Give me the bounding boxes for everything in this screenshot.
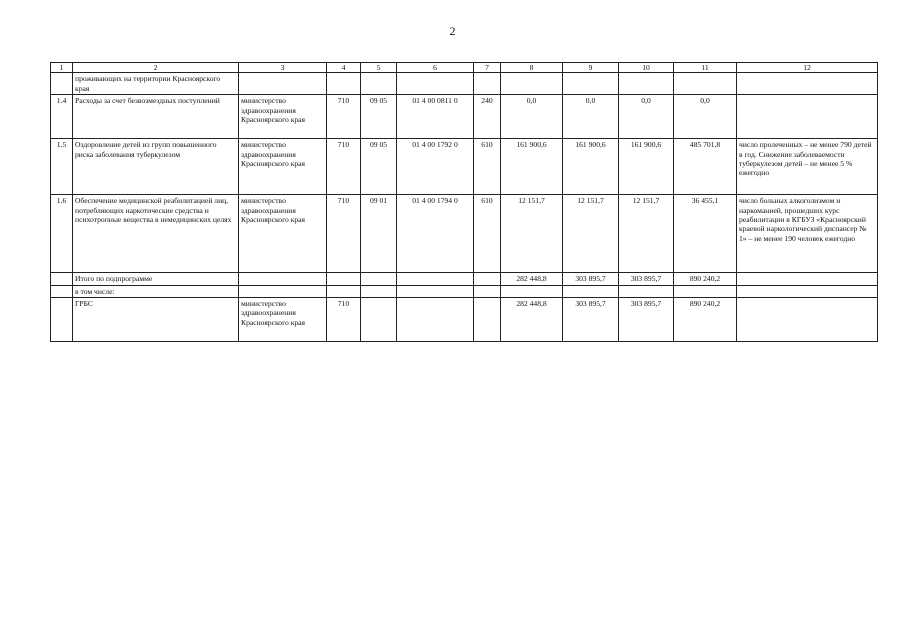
row-number: 1.6 (51, 195, 73, 273)
grbs-amount-cell: 303 895,7 (563, 298, 619, 342)
amount-cell: 12 151,7 (619, 195, 674, 273)
expense-type-cell: 240 (474, 95, 501, 139)
grbs-amount-cell: 282 448,8 (501, 298, 563, 342)
empty-cell (51, 298, 73, 342)
empty-cell (361, 298, 397, 342)
amount-cell: 161 900,6 (619, 139, 674, 195)
code-cell: 710 (327, 95, 361, 139)
section-cell: 09 05 (361, 139, 397, 195)
measure-name: Расходы за счет безвозмездных поступлений (73, 95, 239, 139)
empty-cell (361, 273, 397, 285)
empty-cell (239, 273, 327, 285)
grbs-cell: министерство здравоохранения Красноярского края (239, 298, 327, 342)
section-cell: 09 01 (361, 195, 397, 273)
amount-cell: 12 151,7 (501, 195, 563, 273)
total-amount-cell: 890 240,2 (674, 273, 737, 285)
target-code-cell (397, 73, 474, 95)
amount-total-cell (674, 73, 737, 95)
empty-cell (361, 285, 397, 297)
amount-total-cell: 36 455,1 (674, 195, 737, 273)
target-code-cell: 01 4 00 0811 0 (397, 95, 474, 139)
grbs-row (51, 298, 878, 342)
empty-cell (51, 273, 73, 285)
row-number (51, 73, 73, 95)
expected-result-cell (737, 95, 878, 139)
section-cell (361, 73, 397, 95)
expense-type-cell: 610 (474, 195, 501, 273)
column-number-row (51, 63, 878, 73)
row-number: 1.4 (51, 95, 73, 139)
amount-cell (619, 73, 674, 95)
empty-cell (737, 298, 878, 342)
amount-cell (501, 73, 563, 95)
including-row (51, 285, 878, 297)
measure-name: Обеспечение медицинской реабилитацией лиц, потребляющих наркотические средства и психотропные вещества в немедицинских целях (73, 195, 239, 273)
column-header: 8 (501, 63, 563, 73)
column-header: 3 (239, 63, 327, 73)
amount-total-cell: 0,0 (674, 95, 737, 139)
grbs-cell: министерство здравоохранения Красноярского края (239, 95, 327, 139)
table-row (51, 139, 878, 195)
table-row (51, 95, 878, 139)
column-header: 6 (397, 63, 474, 73)
code-cell: 710 (327, 298, 361, 342)
empty-cell (501, 285, 563, 297)
amount-cell: 0,0 (501, 95, 563, 139)
amount-cell (563, 73, 619, 95)
grbs-cell (239, 73, 327, 95)
empty-cell (327, 273, 361, 285)
amount-cell: 161 900,6 (501, 139, 563, 195)
code-cell (327, 73, 361, 95)
column-header: 10 (619, 63, 674, 73)
column-header: 11 (674, 63, 737, 73)
grbs-label: ГРБС (73, 298, 239, 342)
code-cell: 710 (327, 139, 361, 195)
amount-total-cell: 485 701,8 (674, 139, 737, 195)
empty-cell (474, 298, 501, 342)
amount-cell: 0,0 (619, 95, 674, 139)
amount-cell: 0,0 (563, 95, 619, 139)
total-amount-cell: 303 895,7 (563, 273, 619, 285)
empty-cell (51, 285, 73, 297)
table-row (51, 195, 878, 273)
subprogram-table (50, 62, 878, 342)
target-code-cell: 01 4 00 1792 0 (397, 139, 474, 195)
expense-type-cell (474, 73, 501, 95)
empty-cell (327, 285, 361, 297)
empty-cell (474, 285, 501, 297)
empty-cell (397, 285, 474, 297)
empty-cell (239, 285, 327, 297)
grbs-amount-cell: 890 240,2 (674, 298, 737, 342)
section-cell: 09 05 (361, 95, 397, 139)
column-header: 5 (361, 63, 397, 73)
empty-cell (737, 273, 878, 285)
expected-result-cell: число больных алкоголизмом и наркоманией, прошедших курс реабилитации в КГБУЗ «Красноярский краевой наркологический диспансер № 1» – не менее 190 человек ежегодно (737, 195, 878, 273)
empty-cell (737, 285, 878, 297)
amount-cell: 12 151,7 (563, 195, 619, 273)
column-header: 2 (73, 63, 239, 73)
column-header: 9 (563, 63, 619, 73)
column-header: 12 (737, 63, 878, 73)
row-number: 1.5 (51, 139, 73, 195)
empty-cell (619, 285, 674, 297)
grbs-cell: министерство здравоохранения Красноярского края (239, 139, 327, 195)
column-header: 1 (51, 63, 73, 73)
column-header: 7 (474, 63, 501, 73)
including-label: в том числе: (73, 285, 239, 297)
measure-name: проживающих на территории Красноярского края (73, 73, 239, 95)
empty-cell (674, 285, 737, 297)
expected-result-cell: число пролеченных – не менее 790 детей в год. Снижение заболеваемости туберкулезом детей – не менее 5 % ежегодно (737, 139, 878, 195)
expense-type-cell: 610 (474, 139, 501, 195)
amount-cell: 161 900,6 (563, 139, 619, 195)
total-label: Итого по подпрограмме (73, 273, 239, 285)
total-amount-cell: 303 895,7 (619, 273, 674, 285)
table-row (51, 73, 878, 95)
total-amount-cell: 282 448,8 (501, 273, 563, 285)
empty-cell (474, 273, 501, 285)
column-header: 4 (327, 63, 361, 73)
grbs-amount-cell: 303 895,7 (619, 298, 674, 342)
code-cell: 710 (327, 195, 361, 273)
empty-cell (563, 285, 619, 297)
measure-name: Оздоровление детей из групп повышенного риска заболевания туберкулезом (73, 139, 239, 195)
target-code-cell: 01 4 00 1794 0 (397, 195, 474, 273)
total-row (51, 273, 878, 285)
empty-cell (397, 273, 474, 285)
page-number: 2 (449, 24, 456, 38)
grbs-cell: министерство здравоохранения Красноярского края (239, 195, 327, 273)
expected-result-cell (737, 73, 878, 95)
empty-cell (397, 298, 474, 342)
